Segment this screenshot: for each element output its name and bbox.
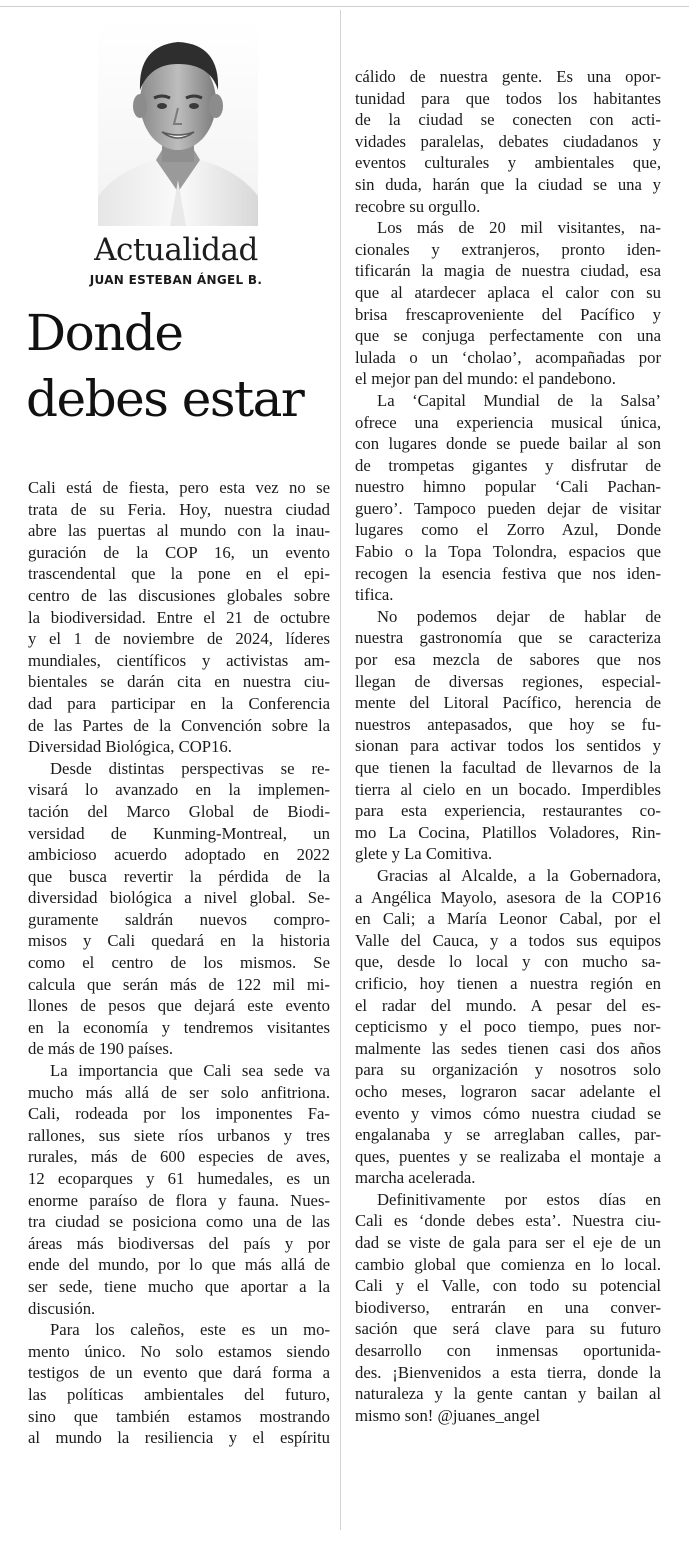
headline-line: Donde <box>26 304 183 362</box>
text-line: versidad de Kunming-Montreal, un <box>28 823 330 843</box>
text-line: centro de las discusiones globales sobre <box>28 585 330 605</box>
text-line: Gracias al Alcalde, a la Gobernadora, <box>377 865 661 885</box>
text-line: guero’. Tampoco pueden dejar de visitar <box>355 498 661 518</box>
text-line: bientales se darán cita en nuestra ciu- <box>28 672 330 692</box>
text-line: de la ciudad se conecten con acti- <box>355 110 661 130</box>
text-line: mucho más allá de ser solo anfitriona. <box>28 1082 330 1102</box>
text-line: ser sede, tiene mucho que aportar a la <box>28 1276 330 1296</box>
text-line: recobre su orgullo. <box>355 196 481 216</box>
text-line: ofrece una experiencia musical única, <box>355 412 661 432</box>
text-line: naturaleza y la gente cantan y bailan al <box>355 1384 661 1404</box>
text-line: mundiales, científicos y activistas am- <box>28 650 330 670</box>
text-line: ambicioso acuerdo adoptado en 2022 <box>28 845 330 865</box>
text-line: dad para participar en la Conferencia <box>28 693 330 713</box>
text-line: nuestra gastronomía que se caracteriza <box>355 628 661 648</box>
text-line: trascendental que la pone en el epi- <box>28 564 330 584</box>
text-line: guración de la COP 16, un evento <box>28 542 330 562</box>
text-line: que se conjuga perfectamente con una <box>355 326 661 346</box>
text-line: que busca revertir la pérdida de la <box>28 866 330 886</box>
text-line: Cali está de fiesta, pero esta vez no se <box>28 478 330 497</box>
text-line: rurales, más de 600 especies de aves, <box>28 1147 330 1167</box>
text-line: tificarán la magia de nuestra ciudad, esa <box>355 261 661 281</box>
text-line: marcha acelerada. <box>355 1168 476 1188</box>
text-line: cálido de nuestra gente. Es una opor- <box>355 67 661 86</box>
text-line: eventos culturales y ambientales que, <box>355 153 661 173</box>
text-line: testigos de un evento que dará forma a <box>28 1363 330 1383</box>
text-line: tunidad para que todos los habitantes <box>355 88 661 108</box>
text-line: evento y vimos cómo nuestra ciudad se <box>355 1103 661 1123</box>
text-line: en la economía y tendremos visitantes <box>28 1017 330 1037</box>
text-line: tación del Marco Global de Biodi- <box>28 801 330 821</box>
text-line: que, desde lo local y con mucho sa- <box>355 952 661 972</box>
text-line: cambio global que comienza en lo local. <box>355 1254 661 1274</box>
text-line: abre las puertas al mundo con la inau- <box>28 521 330 541</box>
text-line: ques, puentes y se realizaba el montaje a <box>355 1146 661 1166</box>
section-title: Actualidad <box>94 232 258 268</box>
text-line: lugares como el Zorro Azul, Donde <box>355 520 661 540</box>
text-line: al mundo la resiliencia y el espíritu <box>28 1428 330 1448</box>
text-line: áreas más biodiversas del país y por <box>28 1233 330 1253</box>
text-line: para su organización y nosotros solo <box>355 1060 661 1080</box>
text-line: la biodiversidad. Entre el 21 de octubre <box>28 607 330 627</box>
text-line: por esa mezcla de sabores que nos <box>355 650 661 670</box>
text-line: mente del Litoral Pacífico, herencia de <box>355 693 661 713</box>
text-line: y el 1 de noviembre de 2024, líderes <box>28 629 330 649</box>
text-line: en Cali; a María Leonor Cabal, por el <box>355 909 661 929</box>
text-line: lulada o un ‘cholao’, acompañadas por <box>355 347 661 367</box>
text-line: ende del mundo, por lo que más allá de <box>28 1255 330 1275</box>
text-line: con lugares donde se puede bailar al son <box>355 434 661 454</box>
text-line: Para los caleños, este es un mo- <box>50 1320 330 1340</box>
text-line: desarrollo con inmensas oportunida- <box>355 1341 661 1361</box>
text-line: Desde distintas perspectivas se re- <box>50 758 330 778</box>
text-line: glete y La Comitiva. <box>355 844 493 864</box>
text-line: brisa frescaproveniente del Pacífico y <box>355 304 661 324</box>
headline <box>26 300 336 432</box>
text-line: guramente saldrán nuevos compro- <box>28 909 330 929</box>
text-line: Cali y el Valle, con todo su potencial <box>355 1276 661 1296</box>
text-line: sin duda, harán que la ciudad se una y <box>355 174 661 194</box>
text-line: malmente las sedes tienen casi dos años <box>355 1038 661 1058</box>
text-line: engalanaba y se arreglaban calles, par- <box>355 1125 661 1145</box>
article-column-right <box>355 66 661 1426</box>
text-line: No podemos dejar de hablar de <box>377 606 661 626</box>
text-line: nuestro himno popular ‘Cali Pachan- <box>355 477 661 497</box>
text-line: diversidad biológica a nivel global. Se- <box>28 888 330 908</box>
text-line: calcula que serán más de 122 mil mi- <box>28 974 330 994</box>
text-line: de las Partes de la Convención sobre la <box>28 715 330 735</box>
text-line: vidades paralelas, debates ciudadanos y <box>355 131 661 151</box>
text-line: mismo son! @juanes_angel <box>355 1405 540 1425</box>
text-line: Cali es ‘donde debes esta’. Nuestra ciu- <box>355 1211 661 1231</box>
text-line: el mejor pan del mundo: el pandebono. <box>355 369 616 389</box>
text-line: como el centro de los mismos. Se <box>28 953 330 973</box>
author-photo <box>98 20 258 226</box>
text-line: de más de 190 países. <box>28 1039 174 1059</box>
article-column-left <box>28 477 330 1449</box>
text-line: des. ¡Bienvenidos a esta tierra, donde la <box>355 1362 661 1382</box>
headline-line: debes estar <box>26 370 304 428</box>
text-line: enorme paraíso de flora y fauna. Nues- <box>28 1190 330 1210</box>
text-line: Valle del Cauca, y a todos sus equipos <box>355 930 661 950</box>
text-line: cionales y extranjeros, pronto iden- <box>355 239 661 259</box>
text-line: misos y Cali quedará en la historia <box>28 931 330 951</box>
text-line: el radar del mundo. A pesar del es- <box>355 995 661 1015</box>
text-line: a Angélica Mayolo, asesora de la COP16 <box>355 887 661 907</box>
text-line: dad se viste de gala para ser el eje de un <box>355 1233 661 1253</box>
text-line: tifica. <box>355 585 394 605</box>
text-line: tierra al cielo en un bocado. Imperdibles <box>355 779 661 799</box>
text-line: mento único. No solo estamos siendo <box>28 1341 330 1361</box>
text-line: cepticismo y el poco tiempo, pues nor- <box>355 1017 661 1037</box>
text-line: de trompetas gigantes y disfrutar de <box>355 455 661 475</box>
text-line: crificio, hoy tienen a nuestra región en <box>355 973 661 993</box>
text-line: sino que también estamos mostrando <box>28 1406 330 1426</box>
text-line: Diversidad Biológica, COP16. <box>28 737 232 757</box>
text-line: las políticas ambientales del futuro, <box>28 1384 330 1404</box>
text-line: sionan para activar todos los sentidos y <box>355 736 661 756</box>
text-line: La importancia que Cali sea sede va <box>50 1061 330 1081</box>
text-line: sación que será clave para su futuro <box>355 1319 661 1339</box>
column-divider <box>340 10 341 1530</box>
text-line: ocho meses, lograron sacar adelante el <box>355 1081 661 1101</box>
text-line: Cali, rodeada por los imponentes Fa- <box>28 1104 330 1124</box>
text-line: nuestros antepasados, que hoy se fu- <box>355 714 661 734</box>
text-line: recogen la esencia festiva que nos iden- <box>355 563 661 583</box>
text-line: Definitivamente por estos días en <box>377 1189 661 1209</box>
text-line: rallones, sus siete ríos urbanos y tres <box>28 1125 330 1145</box>
text-line: para esta experiencia, restaurantes co- <box>355 801 661 821</box>
text-line: que al atardecer aplaca el calor con su <box>355 282 661 302</box>
text-line: llones de pesos que dejará este evento <box>28 996 330 1016</box>
text-line: visará lo avanzado en la implemen- <box>28 780 330 800</box>
text-line: Fabio o la Topa Tolondra, espacios que <box>355 542 661 562</box>
text-line: discusión. <box>28 1298 96 1318</box>
text-line: tra ciudad se posiciona como una de las <box>28 1212 330 1232</box>
text-line: 12 ecoparques y 61 humedales, es un <box>28 1169 330 1188</box>
text-line: La ‘Capital Mundial de la Salsa’ <box>377 390 661 410</box>
text-line: mo La Cocina, Platillos Voladores, Rin- <box>355 822 661 842</box>
text-line: llegan de diversas regiones, especial- <box>355 671 661 691</box>
text-line: trata de su Feria. Hoy, nuestra ciudad <box>28 499 330 519</box>
author-byline: JUAN ESTEBAN ÁNGEL B. <box>89 273 263 287</box>
text-line: biodiverso, entrarán en una conver- <box>355 1297 661 1317</box>
text-line: Los más de 20 mil visitantes, na- <box>377 218 661 238</box>
top-rule <box>0 6 689 7</box>
text-line: que tienen la facultad de llevarnos de la <box>355 758 661 777</box>
